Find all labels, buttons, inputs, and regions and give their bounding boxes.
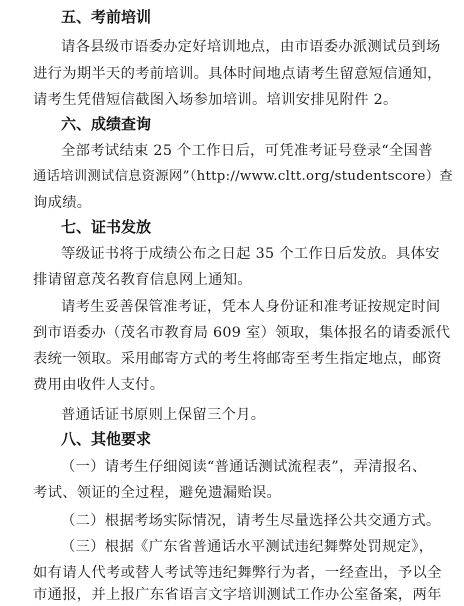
paragraph-line: 请考生凭借短信截图入场参加培训。培训安排见附件 2。 [33,92,398,108]
paragraph-line: 请各县级市语委办定好培训地点，由市语委办派测试员到场 [61,39,441,55]
heading-certificate-issuance: 七、证书发放 [61,218,152,236]
paragraph-line: （一）请考生仔细阅读“普通话测试流程表”，弄清报名、 [61,459,427,475]
heading-other-requirements: 八、其他要求 [61,430,152,448]
paragraph-line: 等级证书将于成绩公布之日起 35 个工作日后发放。具体安 [61,246,440,262]
paragraph-line: 普通话证书原则上保留三个月。 [61,407,266,423]
paragraph-line: 全部考试结束 25 个工作日后，可凭准考证号登录“全国普 [61,143,433,159]
heading-score-inquiry: 六、成绩查询 [61,115,152,133]
heading-exam-training: 五、考前培训 [61,8,152,26]
paragraph-line: 到市语委办（茂名市教育局 609 室）领取，集体报名的请委派代 [33,325,451,341]
paragraph-line: （二）根据考场实际情况，请考生尽量选择公共交通方式。 [61,513,441,529]
paragraph-line: 如有请人代考或替人考试等违纪舞弊行为者，一经查出，予以全 [33,565,442,581]
paragraph-line: 通话培训测试信息资源网”（http://www.cltt.org/studentscore）查 [33,169,453,184]
paragraph-line: 考试、领证的全过程，避免遗漏贻误。 [33,485,282,501]
paragraph-line: 请考生妥善保管准考证，凭本人身份证和准考证按规定时间 [61,299,441,315]
paragraph-line: 市通报，并上报广东省语言文字培训测试工作办公室备案，两年 [33,587,442,603]
paragraph-line: 表统一领取。采用邮寄方式的考生将邮寄至考生指定地点，邮资 [33,351,442,367]
paragraph-line: 排请留意茂名教育信息网上通知。 [33,272,252,288]
paragraph-line: 进行为期半天的考前培训。具体时间地点请考生留意短信通知， [33,66,442,82]
paragraph-line: 费用由收件人支付。 [33,377,165,393]
paragraph-line: 询成绩。 [33,195,92,211]
paragraph-line: （三）根据《广东省普通话水平测试违纪舞弊处罚规定》， [61,539,434,555]
